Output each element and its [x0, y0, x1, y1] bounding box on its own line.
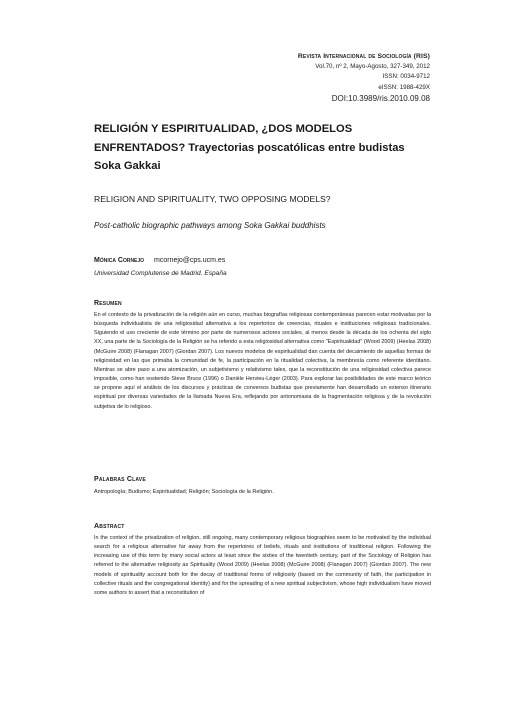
- abstract-heading: Abstract: [94, 523, 125, 530]
- palabras-clave-text: Antropología; Budismo; Espiritualidad; Religión; Sociología de la Religión.: [94, 489, 274, 495]
- author-email[interactable]: mcornejo@cps.ucm.es: [154, 257, 226, 264]
- article-title-es: [94, 120, 434, 176]
- resumen-heading: Resumen: [94, 300, 122, 307]
- journal-header: [298, 52, 430, 105]
- author-line: [94, 256, 225, 266]
- palabras-clave-heading: Palabras Clave: [94, 476, 146, 483]
- resumen-text: En el contexto de la privatización de la religión aún en curso, muchas biografías religiosas contemporáneas parecen estar motivadas por la búsqueda individualista de una religiosidad alternativa a los repertorios de creencias, rituales e instituciones religiosas tradicionales. Siguiendo el uso creciente de este término por parte de numerosos actores sociales, al menos desde la década de los ochenta del siglo XX, una parte de la Sociología de la Religión se ha referido a esta religiosidad alternativa como "Espiritualidad" (Wood 2009) (Heelas 2008) (McGuire 2008) (Flanagan 2007) (Giordan 2007). Los nuevos modelos de espiritualidad dan cuenta del decaimiento de aquellas formas de religiosidad en las que primaba la comunidad de fe, la participación en la ritualidad colectiva, la membresía como referente identitario. Mientras se abre paso a una atomización, un subjetivismo y relativismo tales, que la reconstitución de una religiosidad colectiva parece imposible, como han sostenido Steve Bruce (1996) o Danièle Hervieu-Léger (2003). Para explorar las posibilidades de este marco teórico se propone aquí el análisis de los discursos y prácticas de conversos budistas que previamente han desarrollado un extenso itinerario espiritual por diversas variedades de la llamada Nueva Era, reflejando por antonomasia de la fragmentación religiosa y de la revolución subjetiva de lo religioso.: [94, 312, 431, 410]
- title-line-1: RELIGIÓN Y ESPIRITUALIDAD, ¿DOS MODELOS: [94, 123, 353, 135]
- article-subtitle-en: Post-catholic biographic pathways among Soka Gakkai buddhists: [94, 221, 326, 230]
- abstract-text: In the context of the privatization of religion, still ongoing, many contemporary religious biographies seem to be motivated by the individual search for a religious alternative far away from the repertoires of beliefs, rituals and institutions of traditional religion. Following the increasing use of this term by many social actors at least since the sixties of the twentieth century, part of the Sociology of Religion has referred to the alternative religiosity as Spirituality (Wood 2009) (Heelas 2008) (McGuire 2008) (Flanagan 2007) (Giordan 2007). The new models of spirituality account both for the decay of traditional forms of religiosity (based on the community of faith, the participation in collective rituals and the congregational identity) and for the spreading of a new spiritual subjectivism, whose high individualism have moved some authors to assert that a reconstitution of: [94, 535, 431, 596]
- journal-doi: DOI:10.3989/ris.2010.09.08: [331, 93, 430, 103]
- journal-volume: Vol.70, nº 2, Mayo-Agosto, 327-349, 2012: [315, 63, 430, 71]
- journal-issn: ISSN: 0034-9712: [382, 73, 430, 81]
- author-name: Mónica Cornejo: [94, 257, 145, 264]
- journal-eissn: eISSN: 1988-429X: [378, 83, 430, 91]
- title-line-3: Soka Gakkai: [94, 160, 161, 172]
- title-line-2: ENFRENTADOS? Trayectorias poscatólicas entre budistas: [94, 141, 405, 154]
- journal-name: Revista Internacional de Sociología (RIS): [297, 53, 430, 60]
- author-affiliation: Universidad Complutense de Madrid. España: [94, 270, 227, 277]
- article-title-en: RELIGION AND SPIRITUALITY, TWO OPPOSING MODELS?: [94, 194, 331, 204]
